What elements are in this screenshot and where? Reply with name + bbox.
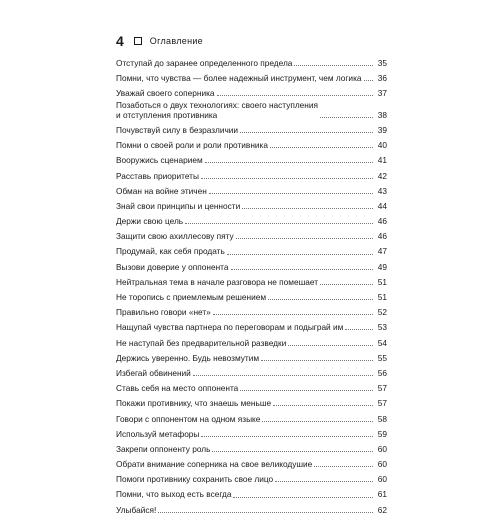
toc-entry-page: 55	[377, 352, 387, 363]
dot-leader	[242, 208, 373, 209]
dot-leader	[288, 345, 373, 346]
dot-leader	[294, 65, 373, 66]
toc-entry[interactable]	[116, 348, 387, 363]
toc-entry-title: Уважай своего соперника	[116, 87, 215, 98]
dot-leader	[201, 436, 373, 437]
toc-entry[interactable]	[116, 500, 387, 515]
toc-entry-title: Позаботься о двух технологиях: своего наступления и отступления противника	[116, 100, 319, 120]
table-of-contents	[116, 53, 387, 515]
toc-entry[interactable]	[116, 394, 387, 409]
toc-entry-page: 35	[377, 57, 387, 68]
toc-entry-page: 40	[377, 140, 387, 151]
dot-leader	[185, 223, 373, 224]
toc-entry[interactable]	[116, 439, 387, 454]
toc-entry-page: 56	[377, 367, 387, 378]
dot-leader	[227, 254, 373, 255]
dot-leader	[270, 147, 373, 148]
toc-entry[interactable]	[116, 181, 387, 196]
toc-entry-page: 42	[377, 170, 387, 181]
toc-entry-page: 39	[377, 124, 387, 135]
toc-entry-page: 41	[377, 155, 387, 166]
page-header	[116, 34, 203, 48]
toc-entry[interactable]	[116, 83, 387, 98]
dot-leader	[212, 451, 373, 452]
dot-leader	[314, 466, 373, 467]
toc-entry-title: Защити свою ахиллесову пяту	[116, 231, 234, 242]
section-title: Оглавление	[149, 36, 203, 46]
toc-entry-page: 52	[377, 307, 387, 318]
toc-entry-page: 60	[377, 459, 387, 470]
dot-leader	[158, 512, 373, 513]
toc-entry[interactable]	[116, 196, 387, 211]
toc-entry[interactable]	[116, 333, 387, 348]
toc-entry-page: 51	[377, 276, 387, 287]
toc-entry[interactable]	[116, 470, 387, 485]
toc-entry-title: Улыбайся!	[116, 504, 157, 515]
dot-leader	[273, 405, 373, 406]
toc-entry-title: Закрепи оппоненту роль	[116, 443, 211, 454]
toc-entry-title: Покажи противнику, что знаешь меньше	[116, 398, 272, 409]
toc-entry-title: Правильно говори «нет»	[116, 307, 211, 318]
dot-leader	[261, 360, 373, 361]
toc-entry-page: 46	[377, 231, 387, 242]
dot-leader	[240, 390, 373, 391]
toc-entry-page: 57	[377, 383, 387, 394]
dot-leader	[364, 80, 374, 81]
toc-entry[interactable]	[116, 68, 387, 83]
toc-entry[interactable]	[116, 379, 387, 394]
toc-entry-page: 46	[377, 216, 387, 227]
dot-leader	[320, 117, 373, 118]
toc-entry[interactable]	[116, 409, 387, 424]
toc-entry-page: 37	[377, 87, 387, 98]
toc-entry[interactable]	[116, 166, 387, 181]
toc-entry-title: Ставь себя на место оппонента	[116, 383, 239, 394]
toc-entry-page: 58	[377, 413, 387, 424]
toc-entry[interactable]	[116, 227, 387, 242]
dot-leader	[320, 284, 373, 285]
toc-entry-title: Знай свои принципы и ценности	[116, 200, 241, 211]
toc-entry-title: Держи свою цель	[116, 216, 184, 227]
toc-entry-title: Продумай, как себя продать	[116, 246, 225, 257]
toc-entry[interactable]	[116, 257, 387, 272]
toc-entry[interactable]	[116, 53, 387, 68]
toc-entry-page: 38	[377, 109, 387, 120]
toc-entry[interactable]	[116, 99, 387, 121]
toc-entry[interactable]	[116, 151, 387, 166]
toc-entry-page: 36	[377, 72, 387, 83]
toc-entry[interactable]	[116, 120, 387, 135]
toc-entry[interactable]	[116, 363, 387, 378]
toc-entry-title: Нейтральная тема в начале разговора не помешает	[116, 276, 318, 287]
toc-entry-title: Обрати внимание соперника на свое великодушие	[116, 459, 313, 470]
toc-entry-title: Не наступай без предварительной разведки	[116, 337, 287, 348]
toc-entry[interactable]	[116, 318, 387, 333]
toc-entry-page: 53	[377, 322, 387, 333]
toc-entry-page: 60	[377, 443, 387, 454]
toc-entry-page: 62	[377, 504, 387, 515]
toc-entry-title: Вызови доверие у оппонента	[116, 261, 229, 272]
toc-entry[interactable]	[116, 454, 387, 469]
dot-leader	[262, 421, 373, 422]
dot-leader	[193, 375, 373, 376]
toc-entry-title: Используй метафоры	[116, 428, 200, 439]
toc-entry-title: Отступай до заранее определенного предела	[116, 57, 293, 68]
toc-entry[interactable]	[116, 272, 387, 287]
toc-entry-title: Держись уверенно. Будь невозмутим	[116, 352, 260, 363]
dot-leader	[345, 329, 373, 330]
toc-entry-page: 61	[377, 489, 387, 500]
dot-leader	[231, 269, 374, 270]
toc-entry-title: Помни, что чувства — более надежный инструмент, чем логика	[116, 72, 362, 83]
toc-entry[interactable]	[116, 287, 387, 302]
toc-entry-page: 54	[377, 337, 387, 348]
toc-entry-title: Вооружись сценарием	[116, 155, 203, 166]
toc-entry-title: Не торопись с приемлемым решением	[116, 292, 267, 303]
dot-leader	[240, 132, 373, 133]
toc-entry-title: Помоги противнику сохранить свое лицо	[116, 474, 274, 485]
toc-entry-title: Обман на войне этичен	[116, 185, 207, 196]
toc-entry-title: Говори с оппонентом на одном языке	[116, 413, 261, 424]
dot-leader	[236, 238, 373, 239]
dot-leader	[268, 299, 373, 300]
toc-entry-title: Помни, что выход есть всегда	[116, 489, 232, 500]
toc-entry[interactable]	[116, 485, 387, 500]
dot-leader	[205, 162, 373, 163]
dot-leader	[213, 314, 373, 315]
dot-leader	[233, 497, 373, 498]
dot-leader	[209, 193, 373, 194]
toc-entry-page: 44	[377, 200, 387, 211]
toc-entry-page: 59	[377, 428, 387, 439]
toc-entry[interactable]	[116, 211, 387, 226]
toc-entry-page: 60	[377, 474, 387, 485]
toc-entry-page: 51	[377, 292, 387, 303]
toc-entry-page: 57	[377, 398, 387, 409]
toc-entry-title: Избегай обвинений	[116, 367, 191, 378]
toc-entry-page: 47	[377, 246, 387, 257]
dot-leader	[217, 95, 373, 96]
dot-leader	[201, 178, 373, 179]
square-marker-icon	[134, 37, 142, 45]
toc-entry[interactable]	[116, 424, 387, 439]
toc-entry[interactable]	[116, 242, 387, 257]
toc-entry-page: 43	[377, 185, 387, 196]
toc-entry[interactable]	[116, 303, 387, 318]
toc-entry-title: Нащупай чувства партнера по переговорам и подыграй им	[116, 322, 344, 333]
toc-entry-title: Помни о своей роли и роли противника	[116, 140, 268, 151]
page-number: 4	[116, 33, 124, 49]
toc-entry-page: 49	[377, 261, 387, 272]
toc-entry[interactable]	[116, 136, 387, 151]
toc-entry-title: Расставь приоритеты	[116, 170, 199, 181]
toc-entry-title: Почувствуй силу в безразличии	[116, 124, 239, 135]
dot-leader	[275, 481, 373, 482]
